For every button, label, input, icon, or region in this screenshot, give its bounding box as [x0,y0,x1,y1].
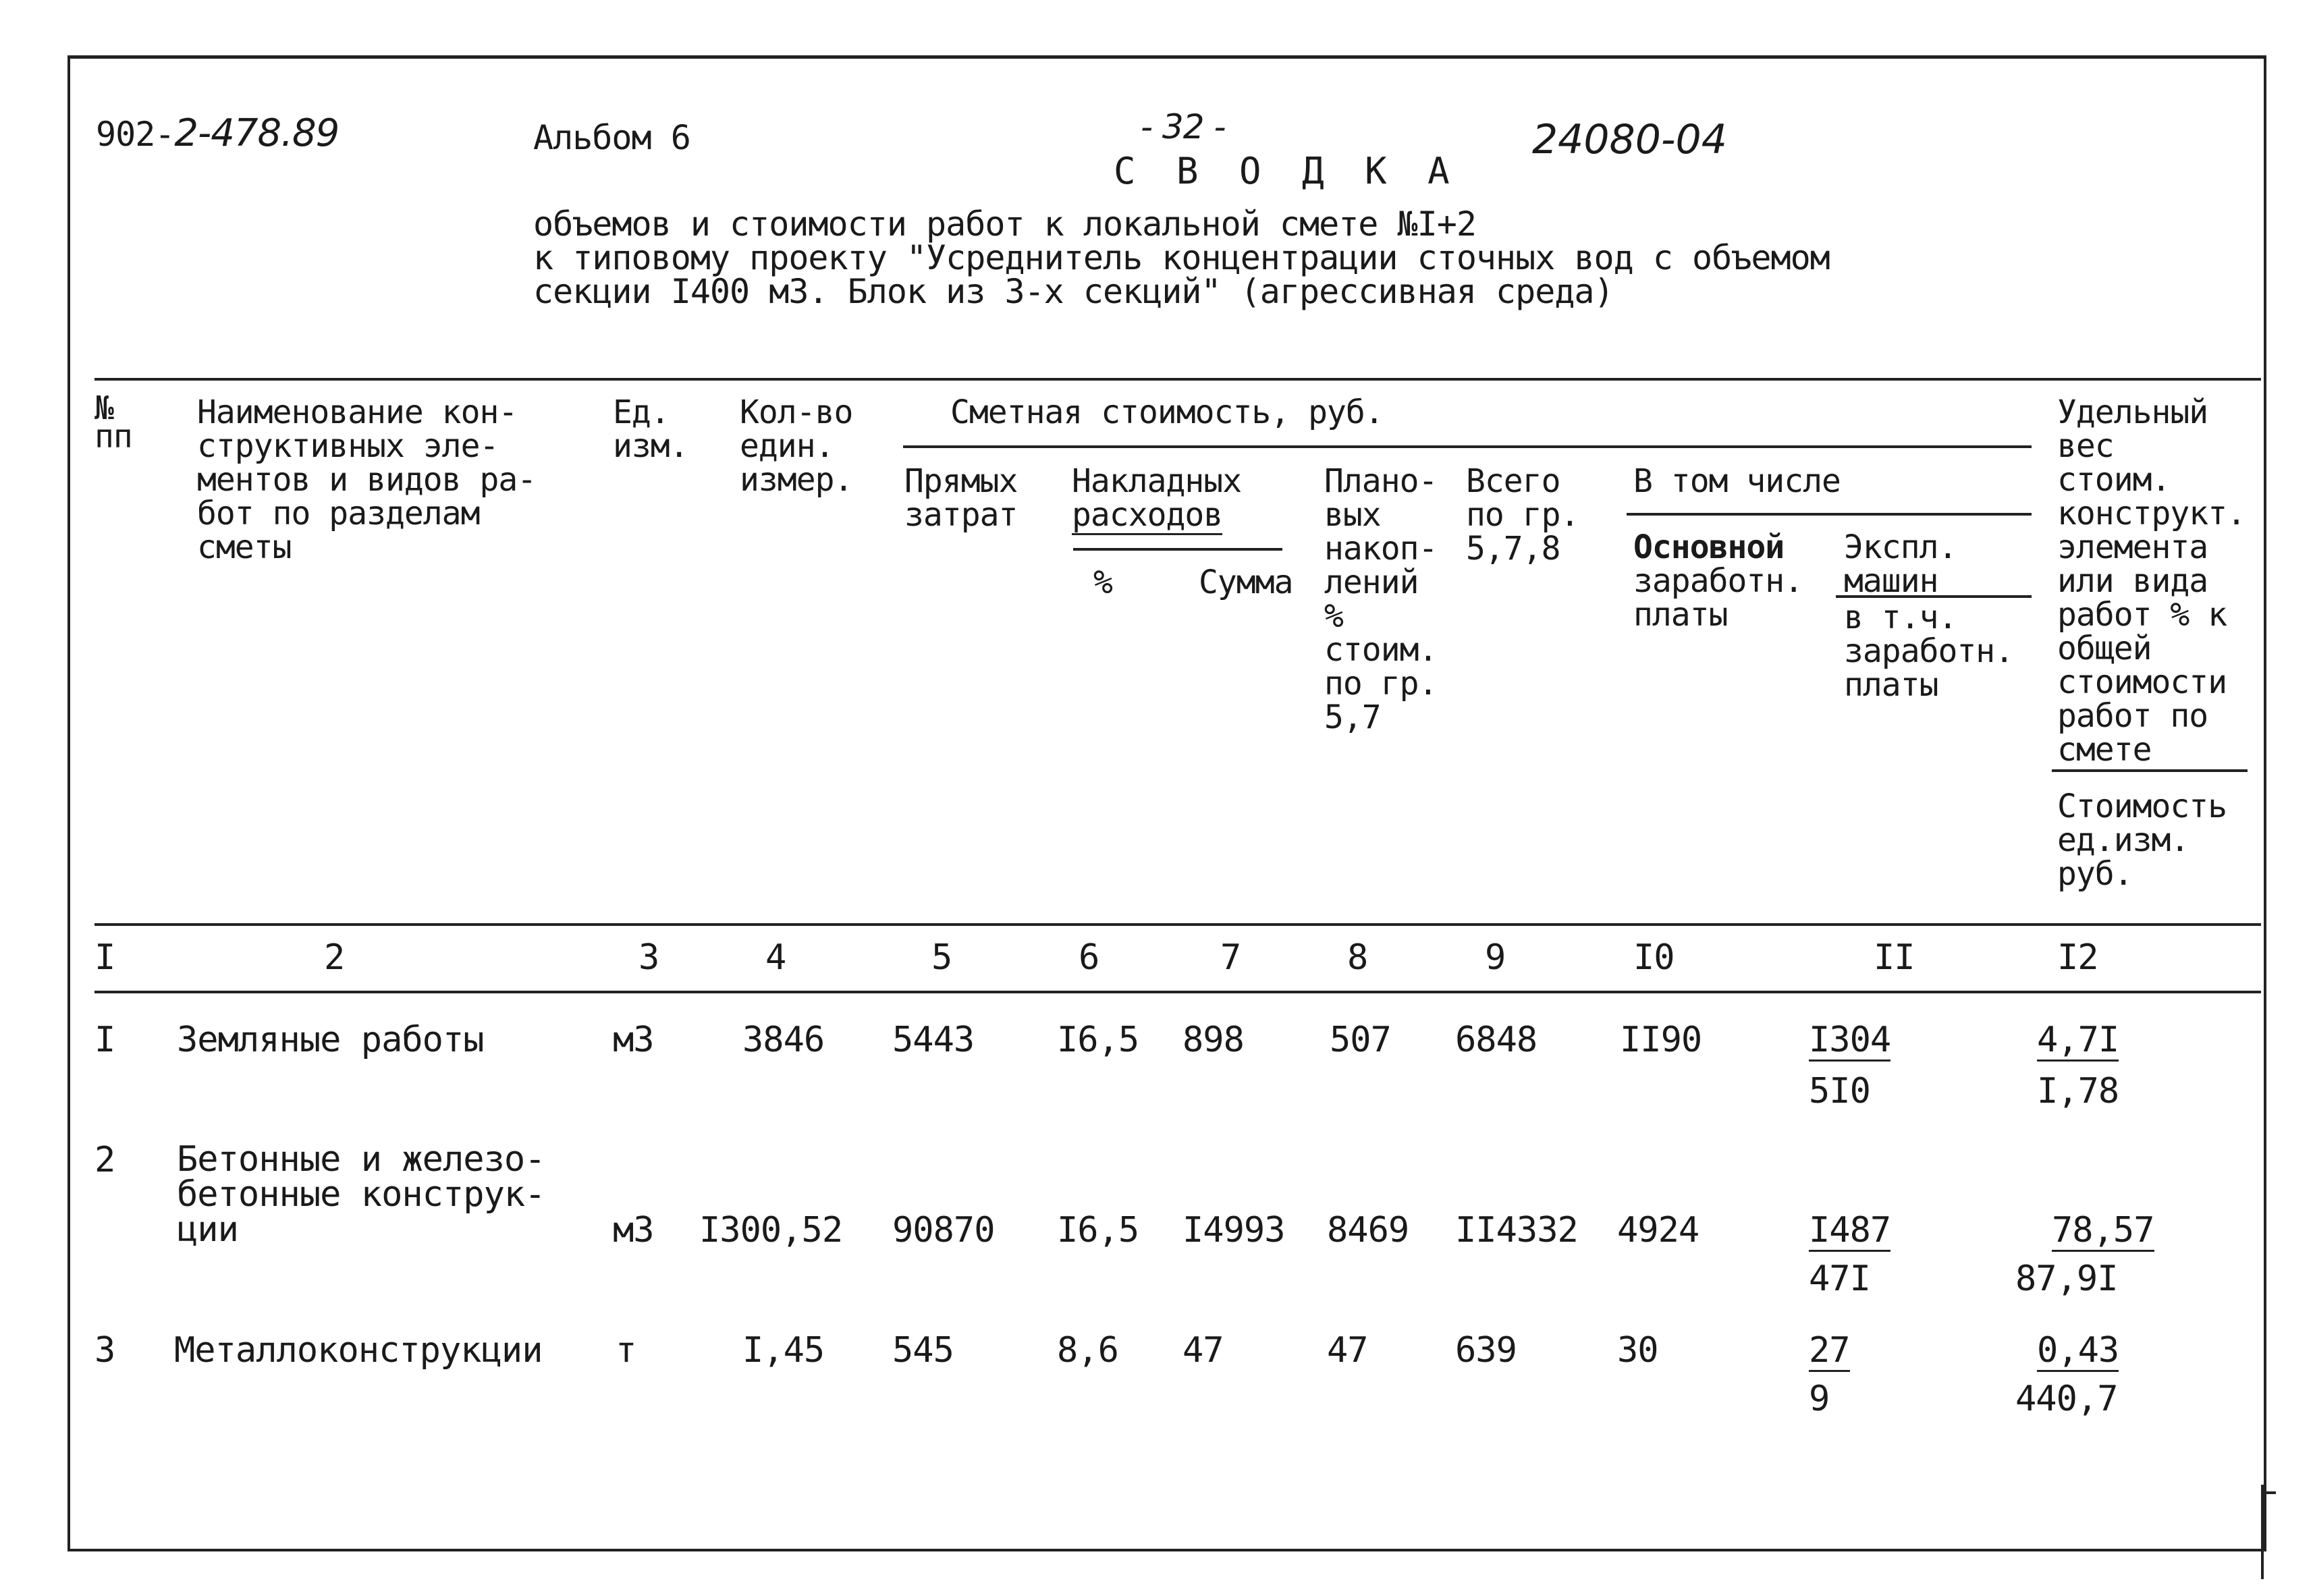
header-name-line-4: бот по разделам [197,495,480,532]
header-unit-line-2: изм. [613,427,688,465]
header-name-line-1: Наименование кон- [197,393,518,431]
header-name-line-3: ментов и видов ра- [197,461,537,499]
row-2-overhead-sum: I4993 [1182,1210,1285,1250]
frame-right-mark [2261,1491,2276,1494]
row-3-unit: т [616,1330,636,1371]
header-wages-line-2: заработн. [1633,562,1803,600]
header-planned-line-5: % [1324,597,1343,635]
incl-rule [1627,513,2032,516]
row-2-name-line-2: бетонные конструк- [177,1174,545,1215]
header-machines-sub-line-3: платы [1844,666,1938,704]
header-overhead-line-2: расходов [1072,496,1223,534]
colnum-8: 8 [1347,937,1368,978]
header-share [2057,395,2246,767]
row-3-overhead-sum: 47 [1182,1330,1224,1371]
header-planned-line-3: накоп- [1324,530,1438,568]
colnum-5: 5 [931,937,952,978]
colnum-4: 4 [765,937,786,978]
row-2-planned: 8469 [1327,1210,1409,1250]
header-share-line-8: общей [2057,630,2152,667]
header-planned-line-8: 5,7 [1324,698,1381,736]
header-planned-line-6: стоим. [1324,631,1438,669]
colnum-11: II [1874,937,1915,978]
header-num-line-1: № [94,389,113,427]
row-1-total: 6848 [1455,1020,1538,1060]
colnum-9: 9 [1485,937,1506,978]
header-machines-sub [1844,601,2013,702]
header-planned-line-2: вых [1324,496,1381,534]
header-machines-sub-line-2: заработн. [1844,632,2014,670]
doc-title: С В О Д К А [1114,150,1459,192]
header-qty-line-2: един. [740,427,834,465]
row-2-name-line-1: Бетонные и железо- [177,1139,545,1180]
header-unit-line-1: Ед. [613,393,670,431]
doc-code [96,111,339,155]
header-share-line-4: конструкт. [2057,495,2246,532]
header-share-line-5: элемента [2057,528,2208,566]
row-2-machines-wages: 47I [1809,1259,1870,1299]
header-unit-cost-line-1: Стоимость [2057,788,2227,825]
header-overhead-sum: Сумма [1199,563,1293,601]
subtitle-line-2: к типовому проекту "Усреднитель концентрации сточных вод с объемом [533,238,1830,277]
row-2-unit: м3 [613,1210,654,1250]
row-3-total: 639 [1455,1330,1517,1371]
header-name [197,395,536,564]
header-planned-line-7: по гр. [1324,665,1438,703]
header-wages [1633,530,1803,632]
header-planned [1324,464,1437,734]
header-direct-line-1: Прямых [904,462,1018,500]
colnum-6: 6 [1079,937,1099,978]
header-total-line-1: Всего [1466,462,1560,500]
row-3-overhead-pct: 8,6 [1057,1330,1118,1371]
page-number: - 32 - [1141,107,1226,146]
row-1-machines-wages: 5I0 [1809,1071,1870,1111]
header-num [94,389,132,456]
header-qty [740,395,852,497]
row-3-unit-cost: 440,7 [2015,1379,2118,1419]
header-total-line-3: 5,7,8 [1466,530,1560,568]
header-incl: В том числе [1633,462,1841,500]
row-1-unit: м3 [613,1020,654,1060]
header-unit-cost-line-2: ед.изм. [2057,821,2189,859]
header-overhead-pct: % [1093,563,1112,601]
header-machines-line-2: машин [1844,562,1938,600]
header-overhead [1072,464,1241,535]
row-3-name: Металлоконструкции [174,1330,543,1371]
colnum-2: 2 [324,937,345,978]
cost-group-rule [903,445,2032,448]
header-share-line-11: смете [2057,731,2152,769]
row-1-planned: 507 [1330,1020,1391,1060]
header-planned-line-4: лений [1324,563,1419,601]
row-1-direct: 5443 [892,1020,975,1060]
row-1-qty: 3846 [742,1020,825,1060]
header-share-line-6: или вида [2057,562,2208,600]
header-wages-line-3: платы [1633,596,1728,634]
row-2-unit-cost: 87,9I [2015,1259,2118,1299]
row-2-qty: I300,52 [699,1210,843,1250]
colnum-bottom-rule [94,991,2261,993]
row-1-overhead-pct: I6,5 [1057,1020,1139,1060]
subtitle-line-3: секции I400 м3. Блок из 3-х секций" (агрессивная среда) [533,272,1614,311]
header-planned-line-1: Плано- [1324,462,1438,500]
header-direct-line-2: затрат [904,496,1018,534]
header-qty-line-1: Кол-во [740,393,853,431]
header-qty-line-3: измер. [740,461,853,499]
header-overhead-line-1: Накладных [1072,462,1242,500]
colnum-3: 3 [638,937,659,978]
header-unit [613,395,688,463]
row-2-name-line-3: ции [177,1209,238,1250]
row-1-wages: II90 [1620,1020,1702,1060]
colnum-1: I [94,937,115,978]
header-share-line-1: Удельный [2057,393,2208,431]
header-share-line-2: вес [2057,427,2114,465]
table-top-rule [94,378,2261,381]
header-share-line-9: стоимости [2057,663,2227,701]
share-rule [2052,769,2248,772]
stamp-number: 24080-04 [1532,116,1727,163]
row-1-overhead-sum: 898 [1182,1020,1244,1060]
row-3-direct: 545 [892,1330,954,1371]
header-share-line-3: стоим. [2057,461,2171,499]
row-3-num: 3 [94,1330,115,1371]
row-3-machines: 27 [1809,1330,1850,1371]
row-3-wages: 30 [1617,1330,1658,1371]
header-name-line-2: структивных эле- [197,427,499,465]
doc-code-handwritten: 2-478.89 [174,111,339,155]
row-1-machines: I304 [1809,1020,1891,1060]
row-2-direct: 90870 [892,1210,995,1250]
row-2-name [177,1139,545,1250]
row-1-name: Земляные работы [177,1020,484,1060]
row-2-wages: 4924 [1617,1210,1699,1250]
row-3-planned: 47 [1327,1330,1368,1371]
doc-code-prefix: 902- [96,115,175,154]
header-share-line-10: работ по [2057,697,2208,735]
header-unit-cost [2057,790,2227,891]
header-share-line-7: работ % к [2057,596,2227,634]
colnum-7: 7 [1220,937,1241,978]
header-direct [904,464,1017,532]
row-1-share: 4,7I [2037,1020,2119,1060]
header-machines-sub-line-1: в т.ч. [1844,599,1957,636]
row-2-machines: I487 [1809,1210,1891,1250]
colnum-12: I2 [2057,937,2098,978]
header-unit-cost-line-3: руб. [2057,855,2133,893]
row-2-total: II4332 [1455,1210,1578,1250]
row-3-share: 0,43 [2037,1330,2119,1371]
header-machines [1844,530,1957,598]
header-bottom-rule [94,923,2261,926]
row-2-share: 78,57 [2052,1210,2154,1250]
header-total [1466,464,1579,566]
header-machines-line-1: Экспл. [1844,528,1957,566]
header-name-line-5: сметы [197,528,292,566]
header-total-line-2: по гр. [1466,496,1579,534]
row-1-unit-cost: I,78 [2037,1071,2119,1111]
overhead-rule [1073,548,1282,551]
header-cost-group: Сметная стоимость, руб. [950,393,1384,431]
subtitle-line-1: объемов и стоимости работ к локальной смете №I+2 [533,204,1476,244]
colnum-10: I0 [1633,937,1675,978]
row-1-num: I [94,1020,115,1060]
frame-right-tick [2261,1485,2264,1579]
header-num-line-2: пп [94,418,132,456]
row-2-overhead-pct: I6,5 [1057,1210,1139,1250]
row-3-qty: I,45 [742,1330,825,1371]
album-label: Альбом 6 [533,118,690,157]
header-wages-line-1: Основной [1633,528,1785,566]
row-2-num: 2 [94,1140,115,1180]
row-3-machines-wages: 9 [1809,1379,1830,1419]
